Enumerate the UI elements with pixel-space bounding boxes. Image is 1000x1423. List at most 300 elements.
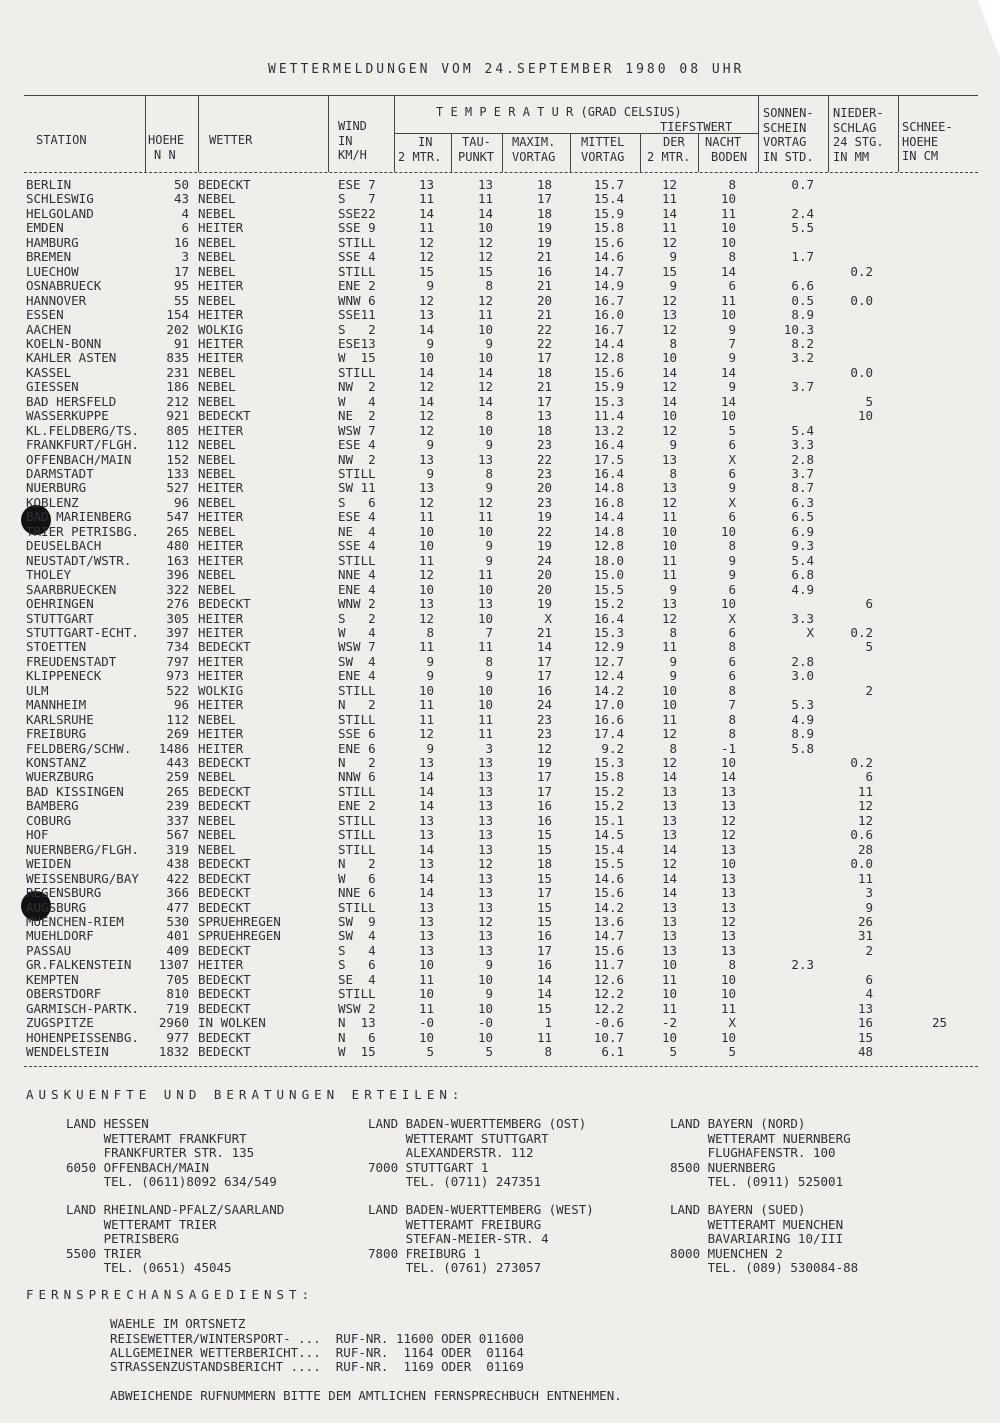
cell-maxim: 19 [536,234,552,250]
cell-hoehe: 319 [166,841,189,857]
header-hoehe-line: HOEHE [148,133,185,147]
cell-wind: NNE 4 [338,567,376,583]
header-taupunkt-line: PUNKT [458,149,495,164]
cell-sonne: 5.4 [791,552,814,568]
cell-station: STUTTGART-ECHT. [26,624,139,640]
cell-taupunkt: 10 [477,581,493,597]
cell-min-2m: 14 [661,393,677,409]
cell-station: ULM [26,682,49,698]
cell-taupunkt: 10 [477,321,493,337]
cell-temp-2m: 14 [418,205,434,221]
cell-wind: ESE 4 [338,437,376,453]
cell-taupunkt: 8 [485,653,493,669]
cell-wind: S 7 [338,191,376,207]
header-mittel-line: VORTAG [581,149,625,164]
cell-min-boden: 13 [720,870,736,886]
header-sonne-line: IN STD. [763,149,814,164]
cell-wetter: HEITER [198,610,244,626]
cell-maxim: 1 [544,1015,552,1031]
cell-min-boden: -1 [720,740,736,756]
cell-sonne: 6.6 [791,278,814,294]
cell-mittel: 14.8 [593,480,624,496]
cell-hoehe: 186 [166,379,189,395]
cell-wetter: NEBEL [198,494,236,510]
cell-min-boden: 6 [728,624,736,640]
cell-maxim: X [544,610,552,626]
header-schnee-line: IN CM [902,149,939,163]
cell-min-boden: 11 [720,205,736,221]
cell-wetter: HEITER [198,509,244,525]
cell-hoehe: 1307 [158,957,189,973]
cell-mittel: 15.5 [593,581,624,597]
cell-maxim: 19 [536,596,552,612]
cell-wind: W 6 [338,870,376,886]
cell-nieder: 11 [857,870,873,886]
cell-station: OSNABRUECK [26,278,102,294]
contact-line: LAND BADEN-WUERTTEMBERG (WEST) [368,1202,594,1217]
header-wind-line: KM/H [338,148,367,162]
cell-wetter: HEITER [198,422,244,438]
cell-temp-2m: 13 [418,899,434,915]
cell-maxim: 15 [536,841,552,857]
cell-mittel: 13.2 [593,422,624,438]
cell-min-boden: 9 [728,567,736,583]
cell-min-boden: 12 [720,913,736,929]
cell-taupunkt: 13 [477,783,493,799]
cell-maxim: 18 [536,856,552,872]
cell-mittel: 16.7 [593,292,624,308]
cell-sonne: 6.3 [791,494,814,510]
cell-wind: S 2 [338,321,376,337]
cell-mittel: 15.3 [593,624,624,640]
header-nieder-line: SCHLAG [833,120,877,135]
cell-wind: N 6 [338,1029,376,1045]
cell-mittel: 14.8 [593,523,624,539]
cell-maxim: 23 [536,711,552,727]
cell-maxim: 18 [536,177,552,192]
cell-station: BREMEN [26,249,72,265]
cell-mittel: 16.6 [593,711,624,727]
cell-wind: WSW 7 [338,639,376,655]
cell-min-2m: 11 [661,567,677,583]
cell-taupunkt: 12 [477,234,493,250]
cell-maxim: 16 [536,682,552,698]
contact-line: FLUGHAFENSTR. 100 [670,1145,836,1160]
cell-min-2m: 13 [661,899,677,915]
col-sep [898,96,899,172]
cell-wind: ESE13 [338,335,376,351]
cell-hoehe: 322 [166,581,189,597]
cell-temp-2m: 13 [418,451,434,467]
cell-mittel: -0.6 [593,1015,624,1031]
contact-block [670,1203,858,1276]
header-nacht-line: BODEN [711,149,748,164]
cell-wind: W 15 [338,1044,376,1059]
contact-block [368,1203,594,1276]
cell-taupunkt: 13 [477,928,493,944]
cell-mittel: 14.6 [593,249,624,265]
cell-taupunkt: 9 [485,957,493,973]
header-sonnenschein [763,106,814,164]
cell-nieder: 26 [857,913,873,929]
cell-wetter: HEITER [198,726,244,742]
header-mittel [581,135,624,164]
cell-min-boden: X [728,1015,736,1031]
contact-line: 6050 OFFENBACH/MAIN [66,1159,209,1175]
cell-taupunkt: 9 [485,552,493,568]
cell-hoehe: 477 [166,899,189,915]
cell-min-boden: 10 [720,307,736,323]
cell-mittel: 16.0 [593,307,624,323]
cell-min-boden: 10 [720,971,736,987]
cell-temp-2m: 11 [418,509,434,525]
cell-wetter: BEDECKT [198,783,251,799]
cell-hoehe: 202 [166,321,189,337]
cell-nieder: 4 [865,986,873,1002]
cell-wind: SSE11 [338,307,376,323]
header-sonne-line: SONNEN- [763,106,814,120]
cell-mittel: 15.1 [593,812,624,828]
cell-hoehe: 547 [166,509,189,525]
cell-temp-2m: 12 [418,726,434,742]
cell-taupunkt: 10 [477,610,493,626]
cell-maxim: 19 [536,509,552,525]
cell-min-boden: 13 [720,942,736,958]
cell-station: MUENCHEN-RIEM [26,913,124,929]
cell-wind: ENE 2 [338,278,376,294]
cell-sonne: 0.7 [791,177,814,192]
cell-taupunkt: 11 [477,307,493,323]
cell-taupunkt: -0 [477,1015,493,1031]
cell-wind: WSW 7 [338,422,376,438]
cell-mittel: 14.2 [593,899,624,915]
cell-wind: ENE 4 [338,668,376,684]
cell-mittel: 15.0 [593,567,624,583]
cell-station: ZUGSPITZE [26,1015,94,1031]
cell-temp-2m: 10 [418,523,434,539]
cell-mittel: 15.9 [593,379,624,395]
cell-wetter: HEITER [198,552,244,568]
cell-maxim: 17 [536,769,552,785]
cell-wind: STILL [338,466,376,481]
header-maxim [512,135,555,164]
cell-wind: S 6 [338,494,376,510]
cell-wind: NW 2 [338,451,376,467]
cell-temp-2m: 14 [418,783,434,799]
cell-min-2m: 10 [661,682,677,698]
cell-hoehe: 401 [166,928,189,944]
cell-temp-2m: -0 [418,1015,434,1031]
cell-station: OEHRINGEN [26,596,94,612]
cell-temp-2m: 10 [418,986,434,1002]
cell-min-2m: 10 [661,1029,677,1045]
header-station: STATION [36,133,87,147]
cell-min-2m: 14 [661,769,677,785]
cell-temp-2m: 14 [418,364,434,380]
cell-wind: SSE22 [338,205,376,221]
cell-temp-2m: 13 [418,307,434,323]
contact-block [66,1117,277,1190]
cell-wind: NE 4 [338,523,376,539]
cell-hoehe: 443 [166,755,189,770]
cell-hoehe: 231 [166,364,189,380]
cell-min-boden: 13 [720,798,736,814]
header-hoehe [148,133,184,162]
cell-wetter: NEBEL [198,205,236,221]
cell-station: COBURG [26,812,72,828]
cell-hoehe: 2960 [158,1015,189,1031]
cell-min-boden: 13 [720,783,736,799]
cell-min-boden: 9 [728,552,736,568]
cell-temp-2m: 9 [426,653,434,669]
cell-wetter: BEDECKT [198,639,251,655]
cell-maxim: 23 [536,437,552,453]
cell-temp-2m: 13 [418,755,434,770]
cell-maxim: 17 [536,653,552,669]
cell-sonne: 2.8 [791,451,814,467]
contact-line: TEL. (0911) 525001 [670,1174,844,1189]
cell-temp-2m: 11 [418,697,434,713]
cell-hoehe: 96 [173,697,189,713]
cell-min-boden: 5 [728,1044,736,1059]
cell-temp-2m: 9 [426,278,434,294]
cell-hoehe: 265 [166,523,189,539]
cell-maxim: 14 [536,986,552,1002]
col-sep [145,96,146,172]
cell-station: HOF [26,827,49,843]
cell-mittel: 15.2 [593,783,624,799]
cell-maxim: 22 [536,335,552,351]
cell-nieder: 15 [857,1029,873,1045]
cell-hoehe: 397 [166,624,189,640]
cell-wind: S 2 [338,610,376,626]
cell-maxim: 17 [536,885,552,901]
cell-wind: WNW 2 [338,596,376,612]
cell-min-boden: X [728,494,736,510]
cell-station: MANNHEIM [26,697,87,713]
header-nieder-line: NIEDER- [833,106,884,120]
cell-wetter: BEDECKT [198,755,251,770]
cell-min-boden: 8 [728,249,736,265]
cell-min-2m: 8 [669,740,677,756]
cell-temp-2m: 9 [426,335,434,351]
cell-temp-2m: 12 [418,422,434,438]
col-sep [698,134,699,172]
cell-mittel: 14.7 [593,263,624,279]
cell-taupunkt: 11 [477,191,493,207]
contact-line: 5500 TRIER [66,1245,142,1261]
contact-line: WETTERAMT MUENCHEN [670,1216,844,1232]
cell-station: GARMISCH-PARTK. [26,1000,139,1016]
cell-mittel: 12.7 [593,653,624,669]
cell-wetter: NEBEL [198,581,236,597]
contact-line: 8500 NUERNBERG [670,1159,776,1175]
cell-min-2m: 5 [669,1044,677,1059]
cell-min-2m: -2 [661,1015,677,1031]
cell-min-2m: 12 [661,610,677,626]
cell-mittel: 15.6 [593,942,624,958]
cell-min-2m: 13 [661,812,677,828]
cell-min-boden: 9 [728,379,736,395]
cell-taupunkt: 10 [477,220,493,236]
contact-line: TEL. (089) 530084-88 [670,1260,859,1275]
cell-wetter: BEDECKT [198,986,251,1002]
header-sonne-line: SCHEIN [763,120,807,135]
cell-wind: NNE 6 [338,885,376,901]
cell-hoehe: 567 [166,827,189,843]
contact-line: FRANKFURTER STR. 135 [66,1145,255,1160]
cell-taupunkt: 13 [477,769,493,785]
cell-wetter: HEITER [198,307,244,323]
cell-nieder: 0.2 [850,755,873,770]
cell-wind: N 2 [338,755,376,770]
cell-min-boden: 6 [728,278,736,294]
cell-sonne: 8.2 [791,335,814,351]
cell-hoehe: 269 [166,726,189,742]
cell-wetter: NEBEL [198,769,236,785]
cell-taupunkt: 13 [477,177,493,192]
cell-mittel: 12.9 [593,639,624,655]
contact-line: TEL. (0711) 247351 [368,1174,542,1189]
cell-taupunkt: 12 [477,292,493,308]
cell-wetter: BEDECKT [198,1000,251,1016]
cell-maxim: 24 [536,697,552,713]
cell-maxim: 15 [536,827,552,843]
cell-min-boden: 14 [720,393,736,409]
cell-mittel: 16.4 [593,437,624,453]
cell-temp-2m: 14 [418,769,434,785]
cell-wind: N 13 [338,1015,376,1031]
contact-line: WETTERAMT FREIBURG [368,1216,542,1232]
header-in2mtr-line: IN [418,135,433,149]
cell-station: HANNOVER [26,292,87,308]
cell-nieder: 9 [865,899,873,915]
cell-wetter: HEITER [198,653,244,669]
cell-sonne: 6.8 [791,567,814,583]
cell-taupunkt: 14 [477,205,493,221]
cell-min-2m: 11 [661,220,677,236]
cell-wind: N 2 [338,697,376,713]
cell-taupunkt: 10 [477,523,493,539]
cell-station: WEIDEN [26,856,72,872]
cell-hoehe: 522 [166,682,189,698]
cell-taupunkt: 13 [477,812,493,828]
header-sonne-line: VORTAG [763,135,807,149]
cell-min-2m: 13 [661,798,677,814]
cell-wind: NNW 6 [338,769,376,785]
cell-station: THOLEY [26,567,72,583]
cell-hoehe: 835 [166,350,189,366]
cell-wind: SW 11 [338,480,376,496]
cell-maxim: 21 [536,249,552,265]
cell-min-boden: 8 [728,711,736,727]
contact-line: LAND HESSEN [66,1116,149,1131]
cell-min-boden: 9 [728,350,736,366]
contact-line: LAND BADEN-WUERTTEMBERG (OST) [368,1116,587,1131]
cell-wind: SW 4 [338,653,376,669]
cell-wind: WNW 6 [338,292,376,308]
cell-wetter: IN WOLKEN [198,1015,266,1031]
cell-temp-2m: 13 [418,177,434,192]
cell-wetter: BEDECKT [198,899,251,915]
header-niederschlag [833,106,884,164]
cell-min-2m: 13 [661,827,677,843]
header-der2mtr-line: 2 MTR. [647,149,691,164]
cell-wetter: HEITER [198,220,244,236]
cell-nieder: 12 [857,812,873,828]
cell-wind: W 4 [338,393,376,409]
cell-sonne: 2.4 [791,205,814,221]
cell-maxim: 16 [536,928,552,944]
cell-taupunkt: 12 [477,249,493,265]
cell-taupunkt: 9 [485,335,493,351]
cell-temp-2m: 12 [418,567,434,583]
cell-maxim: 16 [536,798,552,814]
cell-wetter: BEDECKT [198,942,251,958]
cell-hoehe: 396 [166,567,189,583]
cell-wind: SSE 9 [338,220,376,236]
cell-min-boden: 7 [728,697,736,713]
cell-hoehe: 50 [173,177,189,192]
cell-hoehe: 973 [166,668,189,684]
cell-station: KL.FELDBERG/TS. [26,422,139,438]
cell-sonne: 5.4 [791,422,814,438]
cell-wetter: NEBEL [198,523,236,539]
cell-min-boden: 7 [728,335,736,351]
cell-min-2m: 12 [661,726,677,742]
cell-wind: SSE 4 [338,538,376,554]
cell-mittel: 9.2 [601,740,624,756]
cell-station: FREUDENSTADT [26,653,117,669]
cell-min-boden: 8 [728,538,736,554]
header-mittel-line: MITTEL [581,135,625,149]
cell-mittel: 15.8 [593,769,624,785]
cell-min-2m: 11 [661,552,677,568]
cell-min-boden: 8 [728,957,736,973]
cell-temp-2m: 15 [418,263,434,279]
cell-wetter: HEITER [198,668,244,684]
cell-wetter: WOLKIG [198,682,244,698]
cell-wind: STILL [338,364,376,380]
cell-hoehe: 239 [166,798,189,814]
cell-taupunkt: 7 [485,624,493,640]
cell-min-2m: 13 [661,783,677,799]
cell-min-boden: 10 [720,234,736,250]
cell-hoehe: 805 [166,422,189,438]
cell-station: KASSEL [26,364,72,380]
cell-min-2m: 9 [669,278,677,294]
cell-mittel: 12.6 [593,971,624,987]
cell-sonne: X [806,624,814,640]
cell-hoehe: 977 [166,1029,189,1045]
col-sep [198,96,199,172]
cell-nieder: 3 [865,885,873,901]
contact-line: TEL. (0761) 273057 [368,1260,542,1275]
header-taupunkt-line: TAU- [462,135,491,149]
cell-sonne: 5.5 [791,220,814,236]
cell-min-2m: 9 [669,249,677,265]
cell-station: FRANKFURT/FLGH. [26,437,139,453]
header-temperatur: T E M P E R A T U R (GRAD CELSIUS) [436,105,682,119]
cell-taupunkt: 15 [477,263,493,279]
cell-hoehe: 530 [166,913,189,929]
cell-station: OBERSTDORF [26,986,102,1002]
contact-line: 7000 STUTTGART 1 [368,1159,489,1175]
cell-temp-2m: 12 [418,408,434,424]
cell-temp-2m: 11 [418,220,434,236]
cell-temp-2m: 14 [418,321,434,337]
cell-maxim: 18 [536,205,552,221]
